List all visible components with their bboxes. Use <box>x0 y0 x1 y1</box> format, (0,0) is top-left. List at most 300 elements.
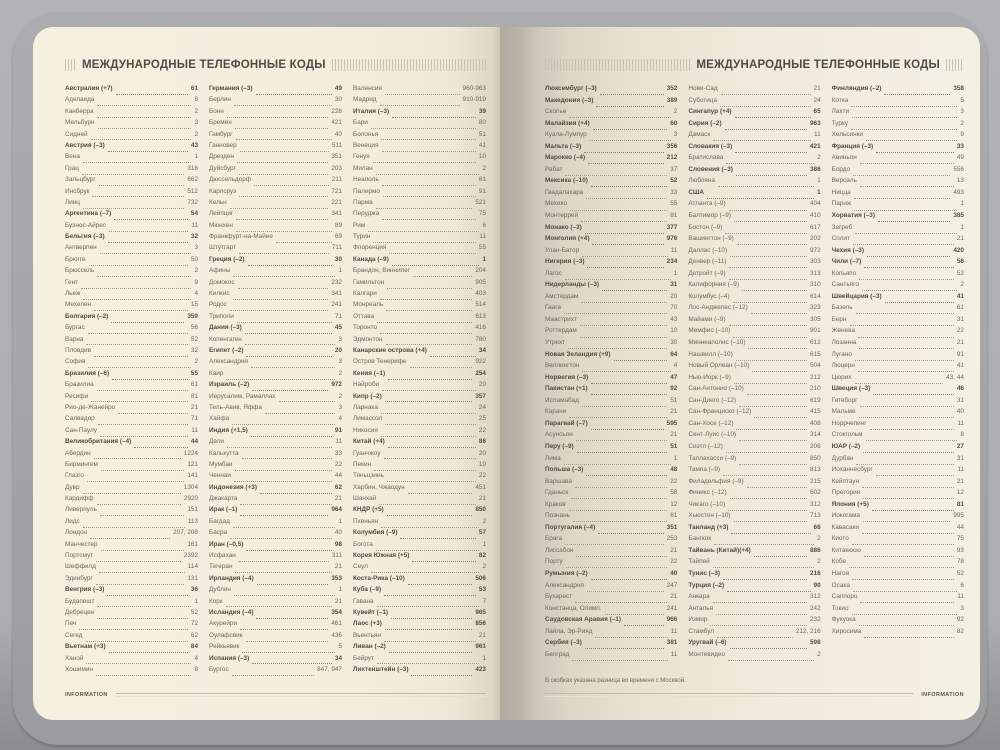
entry-name: Гавана <box>353 597 374 605</box>
entry-row <box>353 415 486 426</box>
hatch-decoration <box>332 59 486 71</box>
entry-name: Базель <box>831 304 853 312</box>
leader-dots <box>591 186 667 187</box>
entry-code: 202 <box>809 235 821 243</box>
leader-dots <box>747 487 807 488</box>
entry-code: 614 <box>809 292 821 300</box>
entry-row <box>545 547 677 559</box>
leader-dots <box>97 390 188 391</box>
leader-dots <box>411 675 472 676</box>
entry-name: Познань <box>545 512 570 520</box>
entry-name: Монтевидео <box>688 650 726 658</box>
leader-dots <box>254 185 329 186</box>
leader-dots <box>851 129 957 130</box>
entry-code: 82 <box>956 627 964 635</box>
entry-name: Лимассол <box>353 415 383 423</box>
leader-dots <box>83 299 191 300</box>
entry-code: 357 <box>475 392 486 400</box>
entry-row <box>209 301 342 312</box>
entry-code: 37 <box>670 165 678 173</box>
entry-row <box>209 495 342 506</box>
entry-code: 212 <box>666 154 678 162</box>
entry-code: 1 <box>338 517 342 525</box>
entry-code: 113 <box>187 517 198 525</box>
entry-row <box>832 143 964 155</box>
entry-row <box>832 97 964 109</box>
entry-row <box>832 558 964 570</box>
leader-dots <box>591 579 668 580</box>
entry-name: Киото <box>831 535 849 543</box>
entry-name: Копьяпо <box>831 269 857 277</box>
entry-name: Рио-де-Жанейро <box>65 403 116 411</box>
entry-row <box>65 404 198 415</box>
entry-row <box>688 431 820 443</box>
entry-name: Корея Южная (+5) <box>353 552 410 560</box>
entry-name: Пловдив <box>65 346 91 354</box>
entry-name: Остров Тенерифе <box>353 358 407 366</box>
entry-code: 212, 216 <box>795 627 821 635</box>
leader-dots <box>385 94 460 95</box>
entry-row <box>688 582 820 594</box>
entry-code: 31 <box>956 396 964 404</box>
entry-row <box>688 351 820 363</box>
entry-row <box>353 324 486 335</box>
entry-code: 75 <box>956 535 964 543</box>
leader-dots <box>389 652 473 653</box>
leader-dots <box>226 606 332 607</box>
entry-row <box>688 605 820 617</box>
entry-name: Бирмингем <box>65 460 98 468</box>
entry-code: 43 <box>190 141 198 149</box>
entry-code: 210 <box>809 385 821 393</box>
entry-code: 71 <box>190 415 198 423</box>
entry-name: Новый Орлеан (–10) <box>688 362 750 370</box>
entry-name: Саудовская Аравия (–1) <box>545 616 621 624</box>
leader-dots <box>384 595 476 596</box>
entry-row <box>688 154 820 166</box>
entry-name: Сиэтл (–12) <box>688 442 723 450</box>
leader-dots <box>108 151 188 152</box>
entry-name: Версаль <box>831 177 857 185</box>
leader-dots <box>83 493 181 494</box>
entry-code: 43, 44 <box>946 373 964 381</box>
entry-row <box>65 655 198 666</box>
entry-name: Харбин, Чжаодун <box>353 483 405 491</box>
leader-dots <box>234 105 332 106</box>
entry-row <box>688 455 820 467</box>
entry-row <box>65 472 198 483</box>
entry-code: 3 <box>960 108 964 116</box>
leader-dots <box>97 105 191 106</box>
entry-name: Сирия (–2) <box>688 119 722 127</box>
leader-dots <box>385 401 473 402</box>
entry-row <box>688 397 820 409</box>
leader-dots <box>392 265 480 266</box>
leader-dots <box>859 279 954 280</box>
entry-row <box>688 85 820 97</box>
entry-row <box>209 358 342 369</box>
entry-name: Таллахасси (–9) <box>688 454 737 462</box>
entry-name: Дюссельдорф <box>209 176 252 184</box>
entry-row <box>832 524 964 536</box>
entry-code: 44 <box>956 523 964 531</box>
entry-name: Сидней <box>65 130 88 138</box>
entry-code: 850 <box>475 506 486 514</box>
entry-row <box>545 385 677 397</box>
entry-row <box>209 438 342 449</box>
entry-code: 52 <box>956 569 964 577</box>
entry-row <box>688 478 820 490</box>
entry-code: 972 <box>809 246 821 254</box>
entry-name: Бари <box>353 119 368 127</box>
entry-code: 7 <box>482 597 486 605</box>
entry-code: 21 <box>478 631 486 639</box>
entry-row <box>353 347 486 358</box>
entry-code: 359 <box>187 312 198 320</box>
entry-code: 21 <box>670 593 678 601</box>
entry-code: 78 <box>956 558 964 566</box>
entry-name: Швейцария (–3) <box>831 292 882 300</box>
entry-code: 22 <box>670 558 678 566</box>
timezone-footnote: В скобках указана разница во времени с Москвой. <box>545 678 686 684</box>
entry-code: 57 <box>478 529 486 537</box>
entry-row <box>545 304 677 316</box>
entry-row <box>832 408 964 420</box>
leader-dots <box>573 521 667 522</box>
leader-dots <box>747 394 807 395</box>
leader-dots <box>565 175 667 176</box>
entry-code: 2 <box>338 369 342 377</box>
entry-name: Льеж <box>65 290 81 298</box>
entry-code: 2 <box>817 535 821 543</box>
entry-code: 33 <box>670 188 678 196</box>
entry-row <box>545 455 677 467</box>
leader-dots <box>572 660 667 661</box>
entry-code: 228 <box>331 107 342 115</box>
entry-code: 81 <box>190 392 198 400</box>
leader-dots <box>570 210 667 211</box>
entry-name: Роттердам <box>545 327 577 335</box>
leader-dots <box>265 413 336 414</box>
leader-dots <box>376 208 473 209</box>
entry-row <box>688 120 820 132</box>
leader-dots <box>107 595 187 596</box>
entry-code: 813 <box>809 466 821 474</box>
leader-dots <box>866 440 958 441</box>
entry-code: 121 <box>187 460 198 468</box>
entry-name: Даллас (–10) <box>688 246 728 254</box>
leader-dots <box>100 253 192 254</box>
entry-code: 62 <box>334 483 342 491</box>
entry-row <box>65 324 198 335</box>
entry-code: 86 <box>478 438 486 446</box>
entry-code: 30 <box>670 339 678 347</box>
entry-row <box>545 131 677 143</box>
entry-name: Бухарест <box>545 593 573 601</box>
entry-row <box>209 336 342 347</box>
leader-dots <box>96 584 185 585</box>
entry-row <box>832 316 964 328</box>
entry-row <box>688 212 820 224</box>
entry-name: Тайпей <box>688 558 710 566</box>
entry-row <box>353 472 486 483</box>
entry-code: 721 <box>331 187 342 195</box>
leader-dots <box>852 117 957 118</box>
entry-row <box>209 267 342 278</box>
leader-dots <box>727 591 810 592</box>
leader-dots <box>239 253 329 254</box>
entry-name: Рабат <box>545 165 563 173</box>
entry-row <box>209 222 342 233</box>
leader-dots <box>862 290 958 291</box>
entry-name: Дрезден <box>209 153 234 161</box>
leader-dots <box>382 390 476 391</box>
leader-dots <box>408 584 473 585</box>
leader-dots <box>371 128 476 129</box>
entry-name: Инсбрук <box>65 187 90 195</box>
entry-code: 32 <box>190 233 198 241</box>
entry-code: 20 <box>478 449 486 457</box>
entry-row <box>832 616 964 628</box>
entry-name: Мексика (–10) <box>545 177 588 185</box>
entry-code: 11 <box>670 246 678 254</box>
entry-row <box>832 593 964 605</box>
leader-dots <box>728 510 807 511</box>
entry-row <box>65 415 198 426</box>
leader-dots <box>81 288 191 289</box>
entry-name: Израиль (–2) <box>209 381 250 389</box>
entry-row <box>832 582 964 594</box>
leader-dots <box>88 367 191 368</box>
entry-code: 36 <box>190 586 198 594</box>
entry-row <box>353 290 486 301</box>
entry-row <box>65 495 198 506</box>
leader-dots <box>376 174 480 175</box>
leader-dots <box>593 129 668 130</box>
entry-name: Лугано <box>831 350 852 358</box>
entry-row <box>688 535 820 547</box>
leader-dots <box>600 94 664 95</box>
entry-row <box>65 393 198 404</box>
entry-row <box>545 166 677 178</box>
entry-name: Ливерпуль <box>65 506 97 514</box>
leader-dots <box>736 429 807 430</box>
entry-code: 9 <box>194 278 198 286</box>
entry-code: 1 <box>960 200 964 208</box>
entry-code: 55 <box>478 244 486 252</box>
entry-row <box>545 570 677 582</box>
entry-name: Пакистан (+1) <box>545 385 588 393</box>
entry-name: Нашвилл (–10) <box>688 350 733 358</box>
entry-name: Осака <box>831 581 850 589</box>
entry-code: 151 <box>187 506 198 514</box>
entry-code: 619 <box>809 396 821 404</box>
leader-dots <box>235 470 331 471</box>
left-col-3 <box>353 85 486 677</box>
entry-name: Словения (–3) <box>688 165 733 173</box>
entry-row <box>688 547 820 559</box>
entry-row <box>353 438 486 449</box>
entry-row <box>832 247 964 259</box>
entry-code: 420 <box>953 246 964 254</box>
leader-dots <box>735 117 811 118</box>
entry-code: 415 <box>809 408 821 416</box>
entry-name: Домокос <box>209 278 235 286</box>
leader-dots <box>851 106 957 107</box>
entry-name: Нью-Йорк (–9) <box>688 373 731 381</box>
entry-name: Вьетнам (+3) <box>65 643 106 651</box>
entry-name: ЮАР (–2) <box>831 442 861 450</box>
entry-code: 2 <box>673 108 678 116</box>
leader-dots <box>585 648 664 649</box>
entry-name: Цюрих <box>831 373 852 381</box>
entry-name: Белград <box>545 650 570 658</box>
entry-code: 353 <box>331 574 342 582</box>
leader-dots <box>96 675 192 676</box>
entry-row <box>688 628 820 640</box>
entry-code: 512 <box>187 187 198 195</box>
entry-code: 24 <box>813 96 821 104</box>
entry-code: 960-963 <box>462 85 486 92</box>
entry-code: 52 <box>670 177 678 185</box>
leader-dots <box>377 322 472 323</box>
entry-row <box>353 518 486 529</box>
entry-code: 2 <box>817 650 821 658</box>
entry-code: 81 <box>478 176 486 184</box>
entry-row <box>209 119 342 130</box>
entry-row <box>65 609 198 620</box>
entry-name: Александрия <box>545 581 585 589</box>
entry-code: 615 <box>809 350 821 358</box>
entry-name: Лос-Анджелес (–12) <box>688 304 748 312</box>
entry-code: 84 <box>190 643 198 651</box>
entry-name: Антверпен <box>65 244 97 252</box>
leader-dots <box>569 510 668 511</box>
leader-dots <box>582 256 668 257</box>
entry-name: Лайла, Эр-Рияд <box>545 627 593 635</box>
entry-code: 9 <box>960 131 964 139</box>
leader-dots <box>87 481 184 482</box>
open-spread <box>33 27 980 720</box>
page-right-columns <box>545 85 964 720</box>
leader-dots <box>239 196 328 197</box>
leader-dots <box>855 360 954 361</box>
entry-row <box>832 200 964 212</box>
entry-name: Брандон, Виннипег <box>353 267 411 275</box>
leader-dots <box>242 652 335 653</box>
entry-name: Хорватия (–3) <box>831 212 875 220</box>
entry-name: Кобе <box>831 558 847 566</box>
entry-name: Финляндия (–2) <box>831 85 882 92</box>
leader-dots <box>565 279 671 280</box>
leader-dots <box>233 299 329 300</box>
entry-row <box>353 381 486 392</box>
leader-dots <box>235 128 329 129</box>
entry-name: Париж <box>831 200 852 208</box>
leader-dots <box>381 139 476 140</box>
entry-name: Претория <box>831 489 861 497</box>
entry-code: 27 <box>956 442 964 450</box>
entry-name: Маастрихт <box>545 315 577 323</box>
entry-code: 232 <box>331 278 342 286</box>
entry-code: 12 <box>670 500 678 508</box>
entry-code: 598 <box>809 639 821 647</box>
entry-row <box>353 450 486 461</box>
entry-row <box>209 85 342 96</box>
entry-code: 212 <box>809 373 821 381</box>
left-col-2 <box>209 85 342 677</box>
entry-code: 1 <box>960 223 964 231</box>
leader-dots <box>233 527 336 528</box>
entry-code: 11 <box>479 233 486 241</box>
entry-row <box>832 478 964 490</box>
entry-code: 253 <box>666 535 678 543</box>
entry-code: 52 <box>190 608 198 616</box>
leader-dots <box>373 242 476 243</box>
leader-dots <box>884 94 950 95</box>
leader-dots <box>99 185 185 186</box>
leader-dots <box>237 322 332 323</box>
right-col-1 <box>545 85 677 662</box>
entry-row <box>832 362 964 374</box>
leader-dots <box>382 219 476 220</box>
entry-row <box>209 529 342 540</box>
entry-name: Милан <box>353 164 373 172</box>
entry-code: 354 <box>331 608 342 616</box>
entry-name: Варна <box>65 335 84 343</box>
entry-name: Хиросима <box>831 627 862 635</box>
entry-code: 66 <box>813 523 821 531</box>
leader-dots <box>230 538 332 539</box>
leader-dots <box>79 629 188 630</box>
entry-code: 221 <box>331 198 342 206</box>
leader-dots <box>860 602 954 603</box>
entry-code: 61 <box>956 304 964 312</box>
entry-row <box>688 224 820 236</box>
leader-dots <box>97 117 192 118</box>
leader-dots <box>729 267 807 268</box>
leader-dots <box>97 606 191 607</box>
entry-code: 81 <box>670 212 678 220</box>
entry-name: Стамбул <box>688 627 714 635</box>
leader-dots <box>736 360 807 361</box>
entry-code: 3 <box>338 403 342 411</box>
entry-code: 75 <box>478 210 486 218</box>
entry-code: 21 <box>670 546 678 554</box>
leader-dots <box>860 406 953 407</box>
entry-row <box>65 643 198 654</box>
entry-name: Уругвай (–6) <box>688 639 727 647</box>
leader-dots <box>859 417 954 418</box>
leader-dots <box>386 310 472 311</box>
entry-name: Хайфа <box>209 415 230 423</box>
entry-row <box>65 336 198 347</box>
entry-code: 40 <box>670 569 678 577</box>
leader-dots <box>245 333 332 334</box>
entry-name: Гаага <box>545 304 561 312</box>
entry-row <box>832 628 964 640</box>
entry-name: Миннеаполис (–10) <box>688 339 746 347</box>
entry-row <box>832 431 964 443</box>
entry-name: Токио <box>831 604 849 612</box>
leader-dots <box>858 337 954 338</box>
entry-row <box>353 199 486 210</box>
entry-row <box>353 256 486 267</box>
entry-name: Сегед <box>65 631 83 639</box>
entry-code: 1 <box>194 597 198 605</box>
entry-name: Куала-Лумпур <box>545 131 587 139</box>
leader-dots <box>98 128 192 129</box>
